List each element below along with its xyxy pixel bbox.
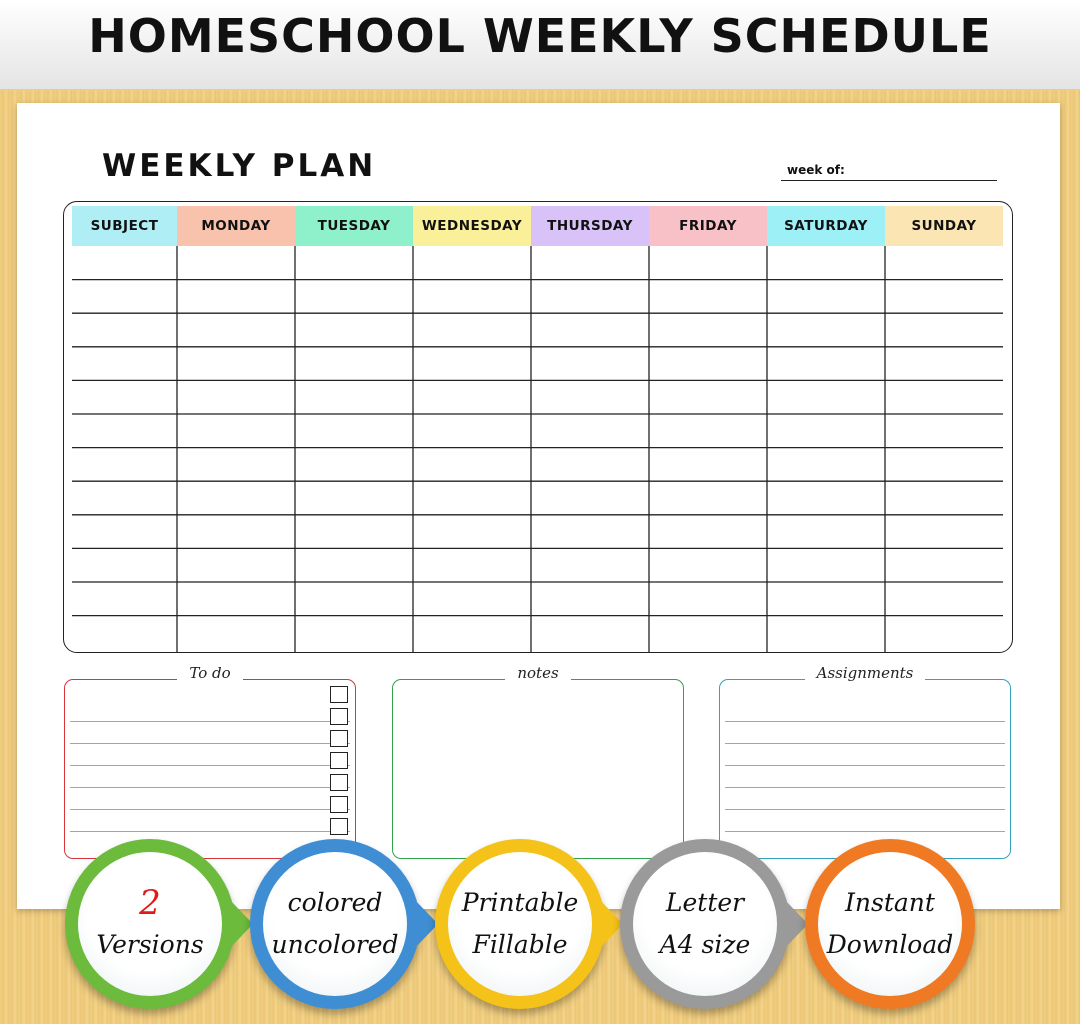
schedule-cell[interactable] bbox=[532, 314, 648, 346]
schedule-cell[interactable] bbox=[414, 583, 530, 615]
badge-line-2: uncolored bbox=[271, 930, 399, 959]
schedule-cell[interactable] bbox=[178, 415, 294, 447]
schedule-cell[interactable] bbox=[886, 449, 1002, 481]
schedule-cell[interactable] bbox=[768, 449, 884, 481]
schedule-cell[interactable] bbox=[650, 549, 766, 581]
notes-label: notes bbox=[505, 664, 570, 682]
todo-checkbox[interactable] bbox=[330, 686, 348, 703]
schedule-cell[interactable] bbox=[296, 314, 412, 346]
schedule-cell[interactable] bbox=[296, 482, 412, 514]
badge-face bbox=[78, 852, 222, 996]
badge-face bbox=[633, 852, 777, 996]
schedule-cell[interactable] bbox=[296, 583, 412, 615]
schedule-cell[interactable] bbox=[73, 247, 176, 279]
badge-line-2: Versions bbox=[96, 930, 204, 959]
schedule-cell[interactable] bbox=[296, 549, 412, 581]
schedule-cell[interactable] bbox=[73, 415, 176, 447]
schedule-cell[interactable] bbox=[886, 516, 1002, 548]
schedule-cell[interactable] bbox=[650, 348, 766, 380]
badge-face bbox=[448, 852, 592, 996]
schedule-cell[interactable] bbox=[886, 381, 1002, 413]
badge-line-1: 2 bbox=[139, 883, 161, 923]
schedule-cell[interactable] bbox=[886, 281, 1002, 313]
schedule-cell[interactable] bbox=[532, 516, 648, 548]
schedule-cell[interactable] bbox=[650, 516, 766, 548]
schedule-cell[interactable] bbox=[296, 281, 412, 313]
schedule-cell[interactable] bbox=[414, 617, 530, 649]
schedule-cell[interactable] bbox=[414, 247, 530, 279]
badge-line-2: A4 size bbox=[659, 930, 751, 959]
header-monday: MONDAY bbox=[177, 206, 295, 246]
todo-lines bbox=[70, 700, 350, 853]
schedule-cell[interactable] bbox=[296, 247, 412, 279]
schedule-cell[interactable] bbox=[178, 617, 294, 649]
schedule-cell[interactable] bbox=[73, 617, 176, 649]
todo-checkbox[interactable] bbox=[330, 774, 348, 791]
schedule-cell[interactable] bbox=[650, 583, 766, 615]
schedule-cell[interactable] bbox=[886, 617, 1002, 649]
badge-line-2: Download bbox=[826, 930, 954, 959]
schedule-grid-lines bbox=[64, 202, 1013, 653]
feature-badge bbox=[250, 839, 420, 1009]
schedule-cell[interactable] bbox=[414, 415, 530, 447]
schedule-cell[interactable] bbox=[178, 583, 294, 615]
badge-line-2: Fillable bbox=[472, 930, 568, 959]
feature-badge bbox=[65, 839, 235, 1009]
schedule-cell[interactable] bbox=[414, 516, 530, 548]
feature-badge bbox=[620, 839, 790, 1009]
schedule-cell[interactable] bbox=[532, 281, 648, 313]
badge-face bbox=[818, 852, 962, 996]
schedule-cell[interactable] bbox=[73, 482, 176, 514]
schedule-cell[interactable] bbox=[414, 381, 530, 413]
schedule-cell[interactable] bbox=[414, 314, 530, 346]
schedule-cell[interactable] bbox=[73, 381, 176, 413]
schedule-cell[interactable] bbox=[768, 247, 884, 279]
schedule-cell[interactable] bbox=[296, 348, 412, 380]
schedule-cell[interactable] bbox=[532, 381, 648, 413]
schedule-cell[interactable] bbox=[886, 482, 1002, 514]
notes-section bbox=[392, 664, 684, 859]
schedule-cell[interactable] bbox=[650, 314, 766, 346]
schedule-cell[interactable] bbox=[178, 381, 294, 413]
schedule-cell[interactable] bbox=[73, 516, 176, 548]
plan-title: WEEKLY PLAN bbox=[102, 148, 377, 184]
header-saturday: SATURDAY bbox=[767, 206, 885, 246]
banner-title: HOMESCHOOL WEEKLY SCHEDULE bbox=[88, 9, 992, 63]
schedule-cell[interactable] bbox=[650, 381, 766, 413]
schedule-cell[interactable] bbox=[768, 549, 884, 581]
schedule-cell[interactable] bbox=[532, 549, 648, 581]
schedule-cell[interactable] bbox=[768, 516, 884, 548]
badge-line-1: Letter bbox=[665, 888, 745, 917]
badge-line-1: colored bbox=[287, 888, 383, 917]
todo-checkbox[interactable] bbox=[330, 708, 348, 725]
todo-checkbox[interactable] bbox=[330, 796, 348, 813]
schedule-cell[interactable] bbox=[532, 617, 648, 649]
schedule-cell[interactable] bbox=[886, 583, 1002, 615]
header-tuesday: TUESDAY bbox=[295, 206, 413, 246]
schedule-cell[interactable] bbox=[768, 348, 884, 380]
schedule-cell[interactable] bbox=[532, 583, 648, 615]
schedule-cell[interactable] bbox=[650, 617, 766, 649]
week-of-line bbox=[781, 180, 997, 181]
schedule-cell[interactable] bbox=[178, 314, 294, 346]
schedule-cell[interactable] bbox=[73, 583, 176, 615]
schedule-cell[interactable] bbox=[768, 617, 884, 649]
schedule-cell[interactable] bbox=[178, 247, 294, 279]
schedule-cell[interactable] bbox=[296, 516, 412, 548]
schedule-cell[interactable] bbox=[650, 247, 766, 279]
todo-checkbox[interactable] bbox=[330, 752, 348, 769]
schedule-cell[interactable] bbox=[73, 314, 176, 346]
schedule-cell[interactable] bbox=[886, 247, 1002, 279]
schedule-cell[interactable] bbox=[178, 449, 294, 481]
schedule-cell[interactable] bbox=[73, 449, 176, 481]
schedule-cell[interactable] bbox=[532, 247, 648, 279]
schedule-cell[interactable] bbox=[414, 281, 530, 313]
schedule-grid bbox=[63, 201, 1013, 653]
schedule-cell[interactable] bbox=[178, 281, 294, 313]
schedule-cell[interactable] bbox=[178, 516, 294, 548]
todo-checkbox[interactable] bbox=[330, 818, 348, 835]
schedule-cell[interactable] bbox=[178, 549, 294, 581]
schedule-cell[interactable] bbox=[296, 617, 412, 649]
schedule-cell[interactable] bbox=[650, 482, 766, 514]
schedule-cell[interactable] bbox=[768, 381, 884, 413]
badge-line-1: Printable bbox=[461, 888, 579, 917]
header-sunday: SUNDAY bbox=[885, 206, 1003, 246]
schedule-cell[interactable] bbox=[768, 583, 884, 615]
header-thursday: THURSDAY bbox=[531, 206, 649, 246]
feature-badge bbox=[805, 839, 975, 1009]
schedule-cell[interactable] bbox=[532, 415, 648, 447]
assignments-label: Assignments bbox=[805, 664, 926, 682]
todo-section bbox=[64, 664, 356, 859]
week-of-label: week of: bbox=[787, 163, 845, 177]
planner-page bbox=[17, 103, 1060, 909]
schedule-cell[interactable] bbox=[886, 348, 1002, 380]
schedule-cell[interactable] bbox=[886, 415, 1002, 447]
banner bbox=[0, 0, 1080, 90]
assignments-lines bbox=[725, 700, 1005, 853]
feature-badge bbox=[435, 839, 605, 1009]
schedule-cell[interactable] bbox=[414, 348, 530, 380]
schedule-cell[interactable] bbox=[768, 314, 884, 346]
todo-checkbox[interactable] bbox=[330, 730, 348, 747]
schedule-cell[interactable] bbox=[178, 348, 294, 380]
header-friday: FRIDAY bbox=[649, 206, 767, 246]
badge-line-1: Instant bbox=[845, 888, 935, 917]
schedule-cell[interactable] bbox=[532, 449, 648, 481]
schedule-cell[interactable] bbox=[650, 449, 766, 481]
schedule-cell[interactable] bbox=[650, 281, 766, 313]
schedule-cell[interactable] bbox=[414, 449, 530, 481]
schedule-cell[interactable] bbox=[296, 449, 412, 481]
schedule-cell[interactable] bbox=[73, 348, 176, 380]
header-subject: SUBJECT bbox=[72, 206, 177, 246]
schedule-cell[interactable] bbox=[886, 314, 1002, 346]
schedule-cell[interactable] bbox=[296, 381, 412, 413]
schedule-cell[interactable] bbox=[768, 482, 884, 514]
schedule-cell[interactable] bbox=[414, 482, 530, 514]
schedule-cell[interactable] bbox=[532, 482, 648, 514]
schedule-cell[interactable] bbox=[768, 415, 884, 447]
schedule-cell[interactable] bbox=[73, 549, 176, 581]
badge-face bbox=[263, 852, 407, 996]
todo-label: To do bbox=[177, 664, 242, 682]
schedule-cell[interactable] bbox=[650, 415, 766, 447]
schedule-cell[interactable] bbox=[73, 281, 176, 313]
assignments-section bbox=[719, 664, 1011, 859]
schedule-cell[interactable] bbox=[296, 415, 412, 447]
schedule-cell[interactable] bbox=[178, 482, 294, 514]
header-wednesday: WEDNESDAY bbox=[413, 206, 531, 246]
schedule-cell[interactable] bbox=[886, 549, 1002, 581]
schedule-cell[interactable] bbox=[414, 549, 530, 581]
schedule-cell[interactable] bbox=[532, 348, 648, 380]
schedule-cell[interactable] bbox=[768, 281, 884, 313]
